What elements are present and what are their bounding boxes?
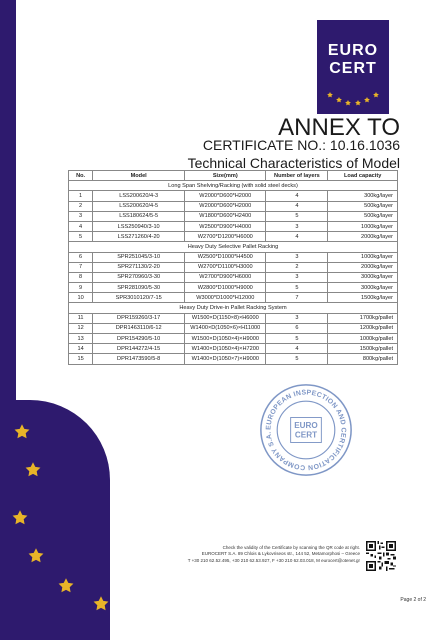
header-no: No. xyxy=(69,171,93,181)
cell-model: LSS180624/5-5 xyxy=(93,211,185,221)
cell-load: 1200kg/pallet xyxy=(328,323,398,333)
section-title: Heavy Duty Selective Pallet Racking xyxy=(69,242,398,252)
cell-no: 7 xyxy=(69,262,93,272)
cell-layers: 4 xyxy=(266,191,328,201)
table-row xyxy=(69,211,398,221)
cell-layers: 5 xyxy=(266,211,328,221)
table-row xyxy=(69,201,398,211)
cell-no: 12 xyxy=(69,323,93,333)
technical-characteristics-title: Technical Characteristics of Model xyxy=(187,155,400,171)
cell-no: 8 xyxy=(69,272,93,282)
cell-no: 4 xyxy=(69,221,93,231)
cell-model: SPR281090/5-30 xyxy=(93,283,185,293)
table-header-row xyxy=(69,171,398,181)
cell-layers: 3 xyxy=(266,313,328,323)
cell-size: W1500×D(1050×4)×H9000 xyxy=(185,334,266,344)
cell-load: 500kg/layer xyxy=(328,211,398,221)
cell-model: SPR251045/3-10 xyxy=(93,252,185,262)
cell-load: 1000kg/layer xyxy=(328,221,398,231)
cell-size: W2800*D1000*H9000 xyxy=(185,283,266,293)
header-size: Size(mm) xyxy=(185,171,266,181)
table-row xyxy=(69,323,398,333)
table-row xyxy=(69,272,398,282)
cell-load: 1000kg/layer xyxy=(328,252,398,262)
cell-no: 9 xyxy=(69,283,93,293)
cell-model: SPR3010120/7-15 xyxy=(93,293,185,303)
cell-model: LSS200620/4-5 xyxy=(93,201,185,211)
cell-size: W2700*D1100*H3000 xyxy=(185,262,266,272)
cell-no: 1 xyxy=(69,191,93,201)
cell-size: W3000*D1000*H12000 xyxy=(185,293,266,303)
cell-layers: 4 xyxy=(266,232,328,242)
certificate-number: CERTIFICATE NO.: 10.16.1036 xyxy=(202,137,400,153)
cell-model: DPR159260/3-17 xyxy=(93,313,185,323)
table-row xyxy=(69,252,398,262)
section-row xyxy=(69,242,398,252)
cell-layers: 2 xyxy=(266,262,328,272)
cell-no: 3 xyxy=(69,211,93,221)
footer-contact xyxy=(180,545,360,564)
footer-line-address: EUROCERT S.A. 89 Chlois & Lykovriseos str., 144 52, Metamorphosi – Greece xyxy=(201,551,360,557)
cell-layers: 6 xyxy=(266,323,328,333)
cell-no: 15 xyxy=(69,354,93,364)
cell-model: LSS250940/3-10 xyxy=(93,221,185,231)
cell-load: 1500kg/pallet xyxy=(328,344,398,354)
cell-no: 11 xyxy=(69,313,93,323)
cell-no: 10 xyxy=(69,293,93,303)
cell-load: 2000kg/layer xyxy=(328,232,398,242)
bottom-left-brand-shape xyxy=(0,400,110,640)
table-row xyxy=(69,221,398,231)
table-row xyxy=(69,293,398,303)
footer-line-qr-note: Check the validity of the Certificate by scanning the QR code at right. xyxy=(222,545,360,550)
cell-size: W2000*D600*H2000 xyxy=(185,191,266,201)
table-row xyxy=(69,344,398,354)
cell-size: W1400×D(1050×4)×H7200 xyxy=(185,344,266,354)
seal-ring-text: EUROPEAN INSPECTION AND CERTIFICATION COMPANY S.A. xyxy=(265,389,347,471)
cell-layers: 5 xyxy=(266,334,328,344)
cell-no: 14 xyxy=(69,344,93,354)
cell-layers: 4 xyxy=(266,201,328,211)
cell-model: DPR154290/5-10 xyxy=(93,334,185,344)
qr-code-icon[interactable] xyxy=(366,541,396,571)
section-title: Heavy Duty Drive-in Pallet Racking System xyxy=(69,303,398,313)
section-row xyxy=(69,303,398,313)
cell-layers: 5 xyxy=(266,283,328,293)
cell-load: 800kg/pallet xyxy=(328,354,398,364)
cell-load: 1500kg/layer xyxy=(328,293,398,303)
cell-size: W1400×D(1050×7)×H9000 xyxy=(185,354,266,364)
table-row xyxy=(69,334,398,344)
cell-size: W2700*D1200*H6000 xyxy=(185,232,266,242)
cell-model: SPR271130/2-20 xyxy=(93,262,185,272)
cell-layers: 3 xyxy=(266,221,328,231)
header-load: Load capacity xyxy=(328,171,398,181)
table-row xyxy=(69,191,398,201)
cell-size: W1500×D(1150×8)×H6000 xyxy=(185,313,266,323)
footer-line-contacts: T +30 210 62.52.495, +30 210 62.53.927, F +30 210 62.03.018, M eurocert@otenet.gr xyxy=(187,557,360,563)
page-number: Page 2 of 2 xyxy=(400,597,426,603)
cell-model: DPR144272/4-15 xyxy=(93,344,185,354)
cell-load: 2000kg/layer xyxy=(328,262,398,272)
cell-load: 300kg/layer xyxy=(328,191,398,201)
cell-size: W2000*D600*H2000 xyxy=(185,201,266,211)
cell-size: W1800*D600*H2400 xyxy=(185,211,266,221)
cell-load: 1700kg/pallet xyxy=(328,313,398,323)
logo-text-cert: CERT xyxy=(329,60,377,77)
cell-model: DPR1473590/5-8 xyxy=(93,354,185,364)
cell-no: 2 xyxy=(69,201,93,211)
section-title: Long Span Shelving/Racking (with solid steel decks) xyxy=(69,181,398,191)
seal-center-cert: CERT xyxy=(294,430,318,440)
cell-size: W2700*D900*H6000 xyxy=(185,272,266,282)
cell-load: 1000kg/pallet xyxy=(328,334,398,344)
cell-model: LSS200620/4-3 xyxy=(93,191,185,201)
header-model: Model xyxy=(93,171,185,181)
seal-center-euro: EURO xyxy=(294,421,318,431)
table-row xyxy=(69,232,398,242)
cell-no: 5 xyxy=(69,232,93,242)
header-layers: Number of layers xyxy=(266,171,328,181)
cell-load: 3000kg/layer xyxy=(328,272,398,282)
cell-model: LSS271260/4-20 xyxy=(93,232,185,242)
cell-load: 3000kg/layer xyxy=(328,283,398,293)
cell-size: W2500*D900*H4000 xyxy=(185,221,266,231)
company-seal-stamp xyxy=(258,382,354,478)
table-row xyxy=(69,354,398,364)
cell-size: W2500*D1000*H4500 xyxy=(185,252,266,262)
cell-layers: 5 xyxy=(266,354,328,364)
cell-model: DPR1463110/6-12 xyxy=(93,323,185,333)
logo-text-euro: EURO xyxy=(327,42,379,59)
cell-layers: 7 xyxy=(266,293,328,303)
cell-layers: 4 xyxy=(266,344,328,354)
table-row xyxy=(69,262,398,272)
models-table xyxy=(68,170,398,365)
eurocert-logo xyxy=(317,20,389,114)
annex-title: ANNEX TO xyxy=(278,114,400,141)
cell-size: W1400×D(1050×6)×H11000 xyxy=(185,323,266,333)
section-row xyxy=(69,181,398,191)
cell-layers: 3 xyxy=(266,252,328,262)
cell-load: 500kg/layer xyxy=(328,201,398,211)
cell-no: 13 xyxy=(69,334,93,344)
cell-layers: 3 xyxy=(266,272,328,282)
table-row xyxy=(69,283,398,293)
cell-model: SPR270960/3-30 xyxy=(93,272,185,282)
table-row xyxy=(69,313,398,323)
cell-no: 6 xyxy=(69,252,93,262)
